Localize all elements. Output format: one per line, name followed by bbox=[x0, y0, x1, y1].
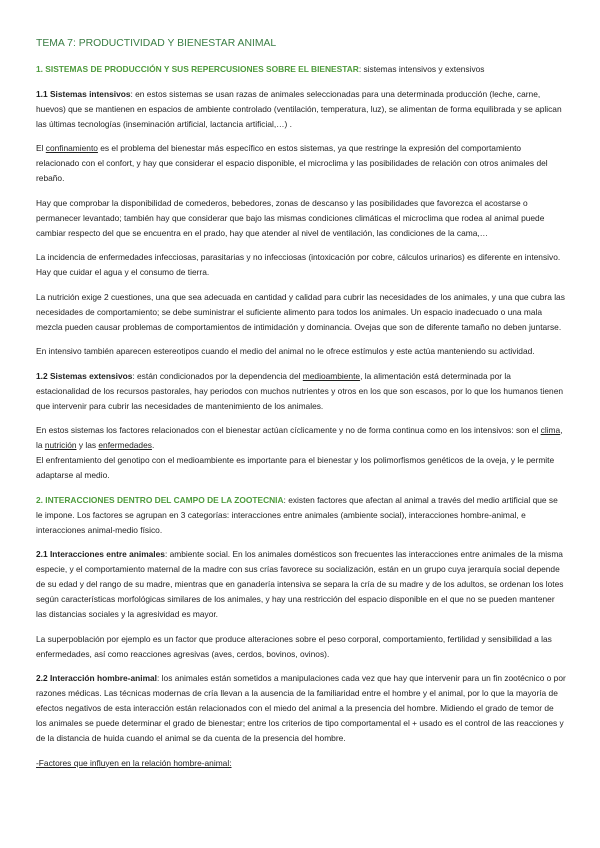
section-1-heading bbox=[36, 62, 566, 77]
paragraph-text: El bbox=[36, 143, 46, 153]
paragraph-confinement bbox=[36, 141, 566, 186]
term-nutricion: nutrición bbox=[44, 440, 77, 450]
subsection-2-2-label: 2.2 Interacción hombre-animal bbox=[36, 673, 158, 683]
document-page bbox=[36, 36, 566, 780]
paragraph-diseases: La incidencia de enfermedades infecciosas, parasitarias y no infecciosas (intoxicación por cobre, cálculos urinarios) es diferente en intensivo. Hay que cuidar el agua y el consumo de tierra. bbox=[36, 252, 561, 277]
paragraph-text: El enfrentamiento del genotipo con el medioambiente es importante para el bienestar y los polimorfismos genéticos de la oveja, y le permite adaptarse al medio. bbox=[36, 455, 555, 480]
paragraph-nutrition: La nutrición exige 2 cuestiones, una que sea adecuada en cantidad y calidad para cubrir las necesidades de los animales, y una que cubra las necesidades de comportamiento; se debe suministrar el suficiente alimento para todos los animales. Un espacio inadecuado o una mala mezcla pueden causar problemas de comportamientos de intimidación y dominancia. Ovejas que son de diferente tamaño no deben juntarse. bbox=[36, 291, 565, 332]
paragraph-text: . bbox=[151, 440, 155, 450]
paragraph-overpopulation: La superpoblación por ejemplo es un factor que produce alteraciones sobre el peso corporal, comportamiento, fertilidad y sensibilidad a las enfermedades, así como reacciones agresivas (aves, cerdos, bovinos, ovinos). bbox=[36, 633, 552, 659]
paragraph-text: es el problema del bienestar más específico en estos sistemas, ya que restringe la expresión del comportamiento relacionado con el confort, y hay que considerar el espacio disponible, el microclima y las posibilidades de relación con otros animales del rebaño. bbox=[36, 143, 548, 183]
paragraph-human-animal bbox=[36, 671, 566, 746]
section-1-title: 1. SISTEMAS DE PRODUCCIÓN Y SUS REPERCUSIONES SOBRE EL BIENESTAR bbox=[36, 64, 359, 74]
subsection-1-2-label: 1.2 Sistemas extensivos bbox=[36, 370, 133, 381]
paragraph-text: : están condicionados por la dependencia del bbox=[132, 370, 303, 381]
term-enfermedades: enfermedades bbox=[98, 440, 152, 450]
paragraph-text: : los animales están sometidos a manipulaciones cada vez que hay que intervenir para un fin zootécnico o por razones médicas. Las técnicas modernas de cría llevan a la ausencia de la familiaridad entre el hombre y el animal, por lo que la mayoría de efectos negativos de esta interacción están relacionados con el miedo del animal a la presencia del hombre. Midiendo el grado de temor de los animales se puede determinar el grado de bienestar; entre los criterios de tipo comportamental el + usado es el control de las reacciones y de la distancia de huida cuando el animal se da cuenta de la presencia del hombre. bbox=[36, 673, 566, 743]
paragraph-text: , la bbox=[36, 425, 563, 450]
paragraph-intensive-intro bbox=[36, 87, 566, 132]
section-1-subtitle: : sistemas intensivos y extensivos bbox=[358, 64, 485, 74]
factors-heading bbox=[36, 756, 566, 771]
paragraph-extensive-intro bbox=[36, 369, 566, 414]
paragraph-animal-interactions bbox=[36, 547, 566, 622]
section-2-heading bbox=[36, 493, 566, 538]
term-confinamiento: confinamiento bbox=[45, 143, 98, 153]
subsection-1-1-label: 1.1 Sistemas intensivos bbox=[36, 88, 131, 99]
page-title: TEMA 7: PRODUCTIVIDAD Y BIENESTAR ANIMAL bbox=[36, 38, 277, 49]
subsection-2-1-label: 2.1 Interacciones entre animales bbox=[36, 549, 165, 559]
term-medioambiente: medioambiente bbox=[302, 370, 361, 381]
paragraph-text: , la alimentación está determinada por la estacionalidad de los recursos pastorales, hay periodos con muchos nutrientes y otros en los que son escasos, por lo que los humanos tienen que intervenir para cubrir las necesidades de mantenimiento de los animales. bbox=[36, 370, 564, 411]
paragraph-text: : ambiente social. En los animales domésticos son frecuentes las interacciones entre animales de la misma especie, y el comportamiento maternal de la madre con sus crías favorece su socialización, están en un grupo cuya jerarquía social depende de su edad y del rango de su madre, mientras que en ganadería intensiva se separa la cría de su madre y de los adultos, se ordenan los lotes según características morfológicas similares de los animales, y hay una restricción del espacio disponible en el que no se pueden mantener las distancias sociales y la agresividad es mayor. bbox=[36, 549, 564, 619]
paragraph-stereotypes: En intensivo también aparecen estereotipos cuando el medio del animal no le ofrece estímulos y este actúa manteniendo su actividad. bbox=[36, 346, 535, 356]
paragraph-text: y las bbox=[76, 440, 99, 450]
paragraph-facilities: Hay que comprobar la disponibilidad de comederos, bebedores, zonas de descanso y las posibilidades que favorezca el acostarse o permanecer levantado; también hay que considerar que bajo las mismas condiciones climáticas el microclima que rodea al animal puede cambiar respecto del que se encuentra en el prado, hay que atender al nivel de ventilación, las condiciones de la cama,… bbox=[36, 197, 545, 238]
section-2-title: 2. INTERACCIONES DENTRO DEL CAMPO DE LA ZOOTECNIA bbox=[36, 494, 284, 505]
paragraph-text: : existen factores que afectan al animal a través del medio artificial que se le impone. Los factores se agrupan en 3 categorías: interacciones entre animales (ambiente social), interacciones hombre-animal, e interacciones animal-medio físico. bbox=[36, 494, 558, 535]
paragraph-text: : en estos sistemas se usan razas de animales seleccionadas para una determinada producción (leche, carne, huevos) que se mantienen en espacios de ambiente controlado (ventilación, temperatura, luz), se alimentan de forma equilibrada y se aplican las últimas tecnologías (inseminación artificial, lactancia artificial,…) . bbox=[36, 88, 562, 129]
term-clima: clima bbox=[540, 425, 561, 435]
paragraph-extensive-factors bbox=[36, 423, 566, 483]
paragraph-text: En estos sistemas los factores relacionados con el bienestar actúan cíclicamente y no de forma continua como en los intensivos: son el bbox=[36, 425, 541, 435]
factors-label: -Factores que influyen en la relación hombre-animal: bbox=[36, 757, 232, 768]
